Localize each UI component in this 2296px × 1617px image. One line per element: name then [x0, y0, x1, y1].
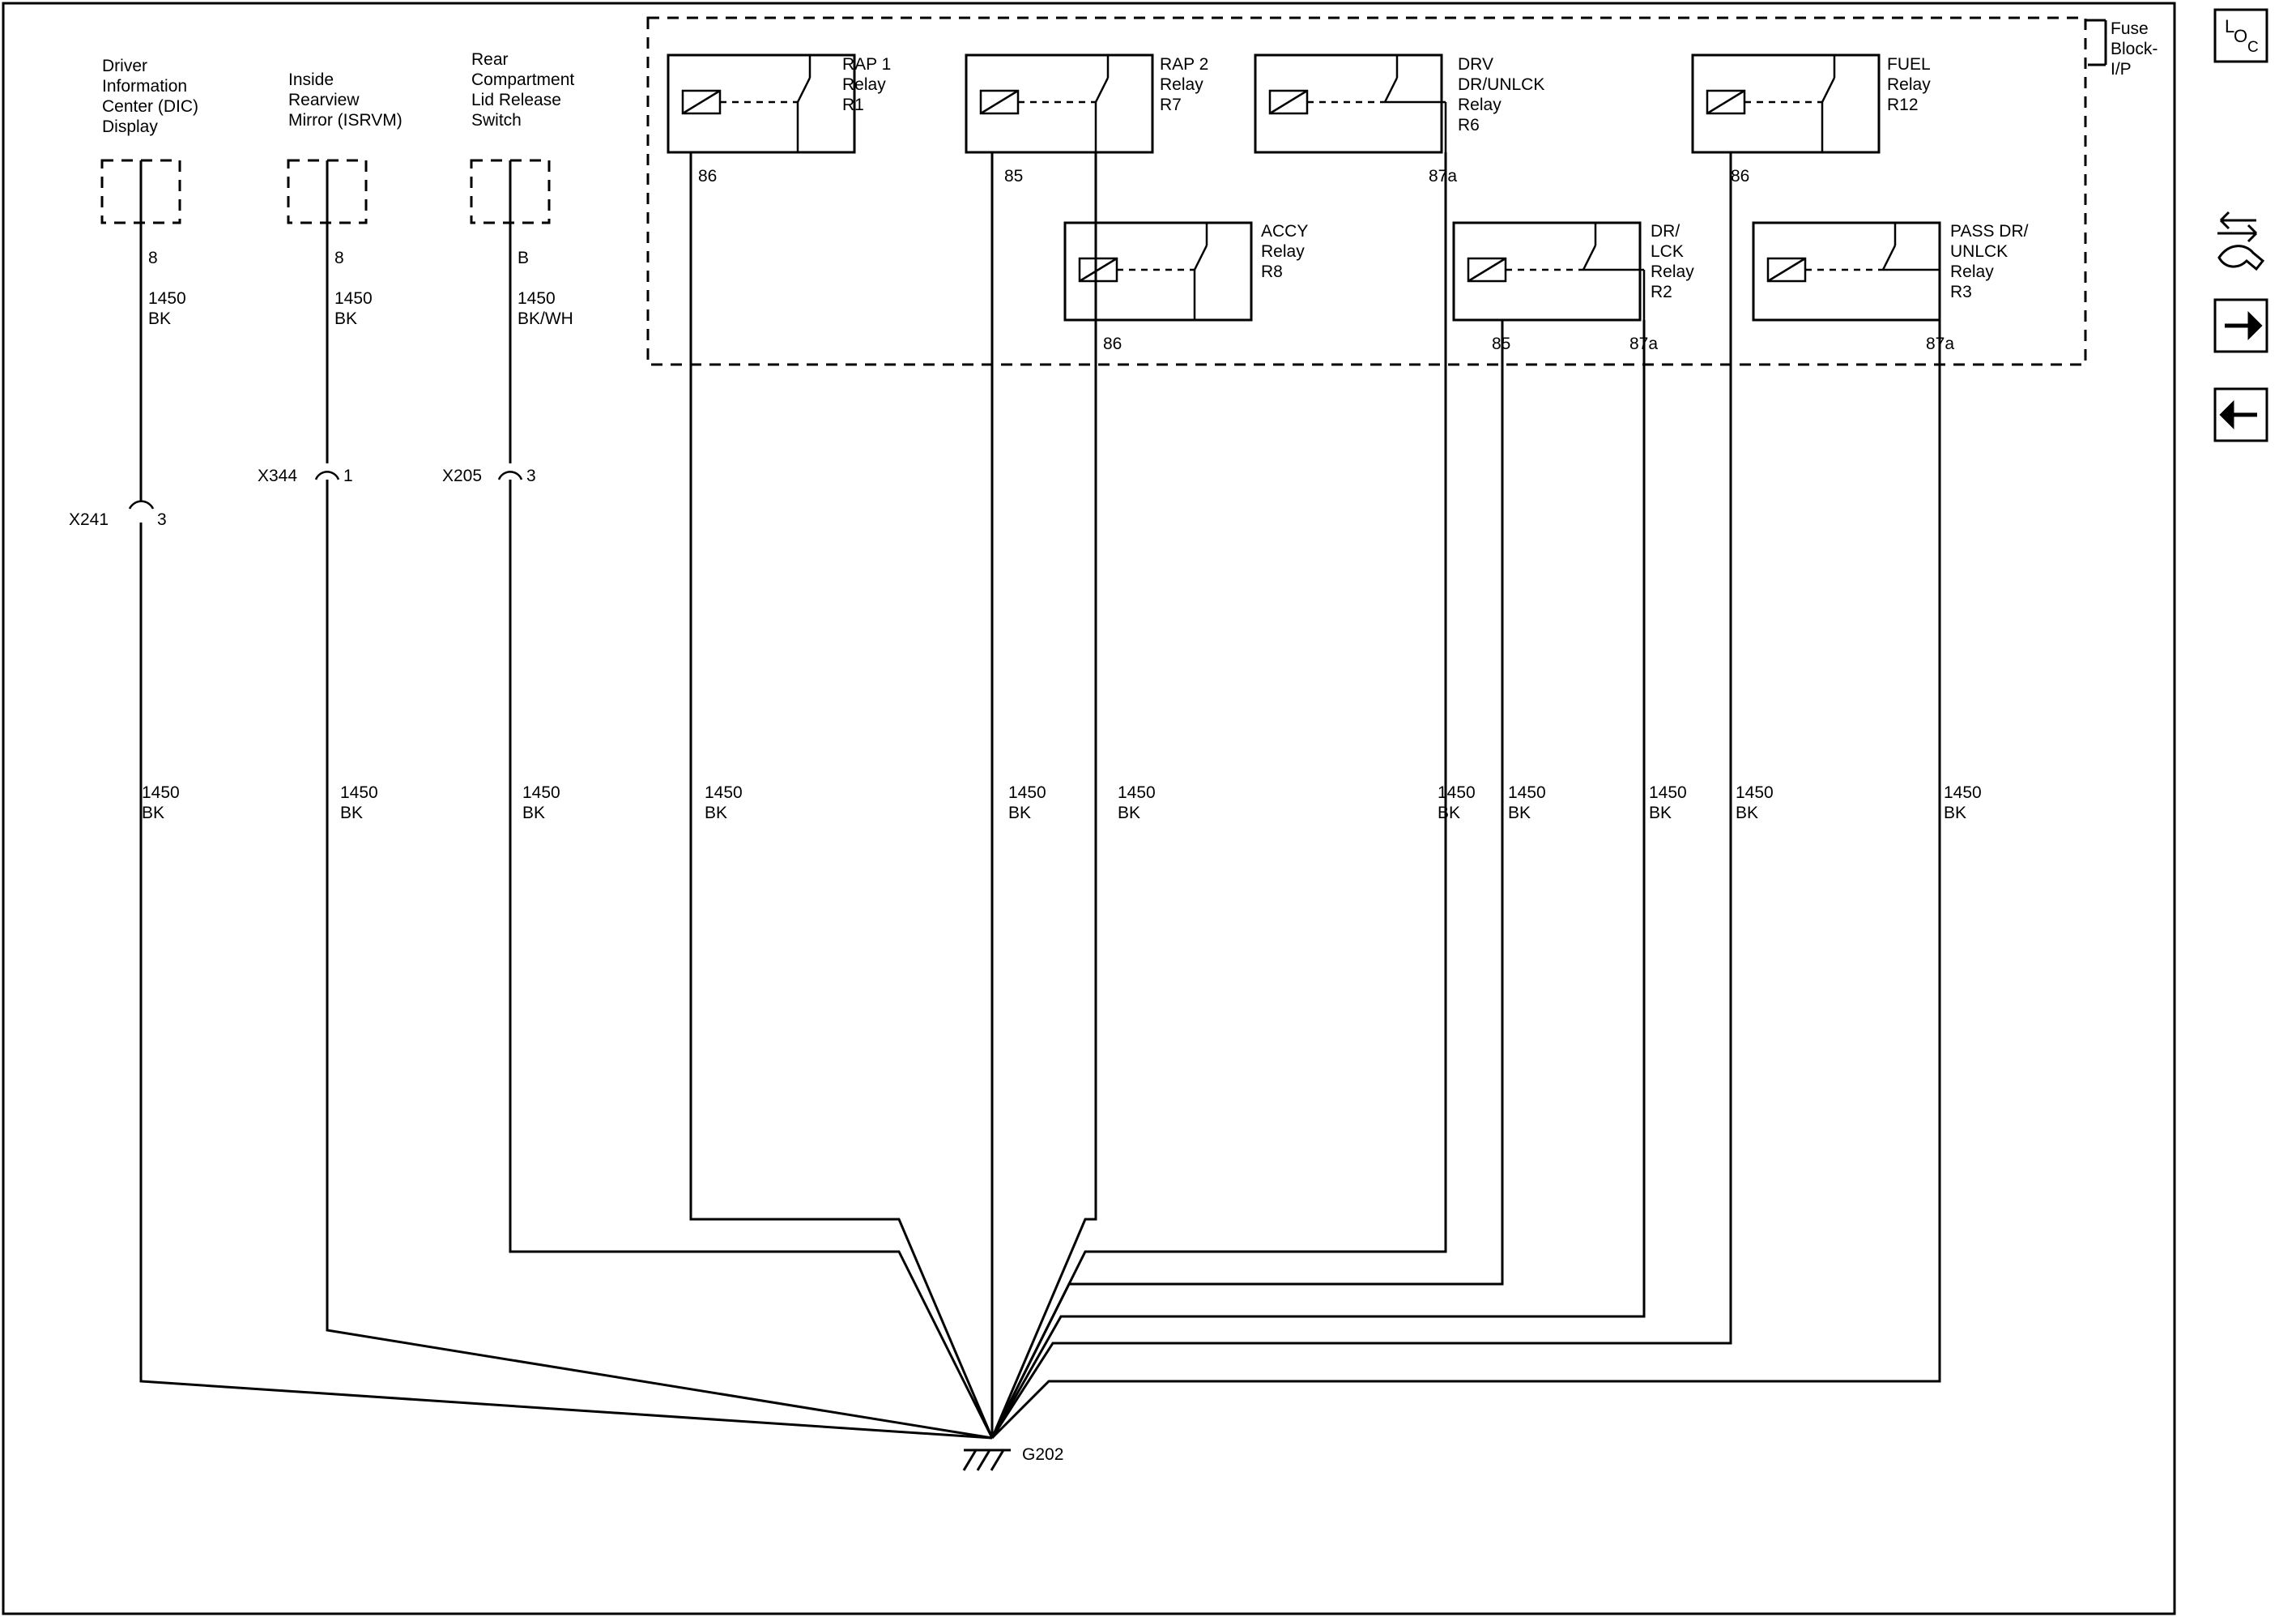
mid-wire-label-2-num: 1450: [522, 783, 560, 802]
relay-coil-slash-r2: [1468, 258, 1506, 281]
relay-contact-arm-r1: [798, 78, 810, 102]
relay-label-r1-2: R1: [842, 96, 864, 114]
relay-terminal-r2-left: 85: [1492, 335, 1511, 353]
relay-terminal-r12: 86: [1731, 167, 1750, 186]
ground-label: G202: [1022, 1445, 1064, 1464]
relay-label-r6-1: DR/UNLCK: [1458, 75, 1545, 94]
relay-label-r12-0: FUEL: [1887, 55, 1931, 74]
isrvm-connector-pin: 1: [343, 467, 353, 485]
mid-wire-label-8-num: 1450: [1649, 783, 1687, 802]
arrow-left-icon: [2222, 405, 2257, 425]
mid-wire-label-9-num: 1450: [1736, 783, 1774, 802]
isrvm-connector-id: X344: [258, 467, 298, 485]
relay-coil-slash-r7: [981, 91, 1018, 113]
dic-label-2: Center (DIC): [102, 97, 199, 116]
mid-wire-label-6-num: 1450: [1438, 783, 1476, 802]
dic-pin: 8: [148, 249, 158, 267]
isrvm-wire-color: BK: [334, 309, 358, 328]
relay-contact-arm-r3: [1883, 245, 1895, 270]
isrvm-label-2: Mirror (ISRVM): [288, 111, 403, 130]
relay-label-r8-2: R8: [1261, 262, 1283, 281]
relay-coil-slash-r3: [1768, 258, 1805, 281]
relay-terminal-r7: 85: [1004, 167, 1024, 186]
arrow-right-icon: [2225, 316, 2260, 335]
rclr-wire-number: 1450: [518, 289, 556, 308]
relay-terminal-r8: 86: [1103, 335, 1122, 353]
mid-wire-label-1-col: BK: [340, 804, 364, 822]
relay-contact-arm-r8: [1195, 245, 1207, 270]
relay-label-r7-0: RAP 2: [1160, 55, 1209, 74]
relay-coil-slash-r8: [1080, 258, 1117, 281]
mid-wire-label-5-col: BK: [1118, 804, 1141, 822]
connector-symbol-x344: [316, 471, 339, 480]
relay-contact-arm-r2: [1583, 245, 1595, 270]
wire-r2-85: [992, 320, 1502, 1438]
relay-label-r2-1: LCK: [1651, 242, 1684, 261]
relay-box-r12: [1693, 55, 1879, 152]
isrvm-label-0: Inside: [288, 70, 334, 89]
rclr-label-1: Compartment: [471, 70, 575, 89]
relay-label-r3-3: R3: [1950, 283, 1972, 301]
relay-label-r2-3: R2: [1651, 283, 1672, 301]
isrvm-wire-number: 1450: [334, 289, 373, 308]
dic-connector-id: X241: [69, 510, 109, 529]
rclr-pin: B: [518, 249, 530, 267]
relay-terminal-r3: 87a: [1926, 335, 1955, 353]
mid-wire-label-3-num: 1450: [705, 783, 743, 802]
rclr-label-3: Switch: [471, 111, 522, 130]
relay-label-r2-0: DR/: [1651, 222, 1680, 241]
mid-wire-label-7-col: BK: [1508, 804, 1531, 822]
fuse-block-label-0: Fuse: [2111, 19, 2149, 38]
relay-coil-slash-r6: [1270, 91, 1307, 113]
mid-wire-label-4-col: BK: [1008, 804, 1032, 822]
wire-r3-87a: [992, 320, 1940, 1438]
dic-label-0: Driver: [102, 57, 147, 75]
relay-label-r7-1: Relay: [1160, 75, 1203, 94]
mid-wire-label-7-num: 1450: [1508, 783, 1546, 802]
relay-label-r12-2: R12: [1887, 96, 1919, 114]
isrvm-pin: 8: [334, 249, 344, 267]
relay-box-r2: [1454, 223, 1640, 320]
fuse-block-label-2: I/P: [2111, 60, 2132, 79]
relay-label-r8-0: ACCY: [1261, 222, 1309, 241]
relay-box-r8: [1065, 223, 1251, 320]
relay-coil-slash-r12: [1707, 91, 1744, 113]
diagram-border: [3, 3, 2175, 1614]
mid-wire-label-6-col: BK: [1438, 804, 1461, 822]
fuse-block-bracket: [2085, 20, 2106, 65]
dic-wire-color: BK: [148, 309, 172, 328]
dic-label-3: Display: [102, 117, 158, 136]
relay-label-r2-2: Relay: [1651, 262, 1694, 281]
mid-wire-label-5-num: 1450: [1118, 783, 1156, 802]
relay-box-r3: [1753, 223, 1940, 320]
relay-box-r6: [1255, 55, 1442, 152]
loc-icon-letter-c: C: [2247, 39, 2259, 56]
relay-box-r1: [668, 55, 854, 152]
wrench-icon[interactable]: [2217, 212, 2263, 269]
relay-label-r6-2: Relay: [1458, 96, 1502, 114]
mid-wire-label-10-num: 1450: [1944, 783, 1982, 802]
dic-label-1: Information: [102, 77, 188, 96]
mid-wire-label-3-col: BK: [705, 804, 728, 822]
mid-wire-label-4-num: 1450: [1008, 783, 1046, 802]
rclr-label-0: Rear: [471, 50, 509, 69]
mid-wire-label-0-col: BK: [142, 804, 165, 822]
relay-label-r12-1: Relay: [1887, 75, 1931, 94]
relay-label-r1-0: RAP 1: [842, 55, 892, 74]
relay-contact-arm-r12: [1822, 78, 1834, 102]
mid-wire-label-1-num: 1450: [340, 783, 378, 802]
mid-wire-label-9-col: BK: [1736, 804, 1759, 822]
relay-label-r8-1: Relay: [1261, 242, 1305, 261]
rclr-connector-id: X205: [442, 467, 483, 485]
wire-r2-87a: [992, 320, 1644, 1438]
isrvm-label-1: Rearview: [288, 91, 360, 109]
connector-symbol-x241: [130, 501, 153, 509]
loc-icon-letter-o: O: [2234, 26, 2248, 46]
relay-label-r6-3: R6: [1458, 116, 1480, 134]
mid-wire-label-8-col: BK: [1649, 804, 1672, 822]
dic-wire-number: 1450: [148, 289, 186, 308]
loc-icon-letter-l: L: [2225, 16, 2235, 36]
relay-label-r3-1: UNLCK: [1950, 242, 2008, 261]
wire-r6-87a: [992, 152, 1446, 1438]
mid-wire-label-0-num: 1450: [142, 783, 180, 802]
relay-label-r3-2: Relay: [1950, 262, 1994, 281]
rclr-label-2: Lid Release: [471, 91, 561, 109]
relay-label-r7-2: R7: [1160, 96, 1182, 114]
connector-symbol-x205: [499, 471, 522, 480]
toolbar: [2179, 0, 2296, 486]
relay-contact-arm-r7: [1096, 78, 1108, 102]
relay-label-r6-0: DRV: [1458, 55, 1493, 74]
relay-coil-slash-r1: [683, 91, 720, 113]
rclr-connector-pin: 3: [526, 467, 536, 485]
relay-terminal-r2-right: 87a: [1629, 335, 1659, 353]
relay-label-r3-0: PASS DR/: [1950, 222, 2029, 241]
relay-terminal-r1: 86: [698, 167, 718, 186]
fuse-block-label-1: Block-: [2111, 40, 2158, 58]
relay-label-r1-1: Relay: [842, 75, 886, 94]
mid-wire-label-2-col: BK: [522, 804, 546, 822]
wire-dic: [141, 174, 992, 1438]
relay-contact-arm-r6: [1385, 78, 1397, 102]
mid-wire-label-10-col: BK: [1944, 804, 1967, 822]
dic-connector-pin: 3: [157, 510, 167, 529]
ground-symbol-g202: [964, 1450, 1011, 1470]
relay-box-r7: [966, 55, 1152, 152]
rclr-wire-color: BK/WH: [518, 309, 573, 328]
relay-terminal-r6: 87a: [1429, 167, 1458, 186]
